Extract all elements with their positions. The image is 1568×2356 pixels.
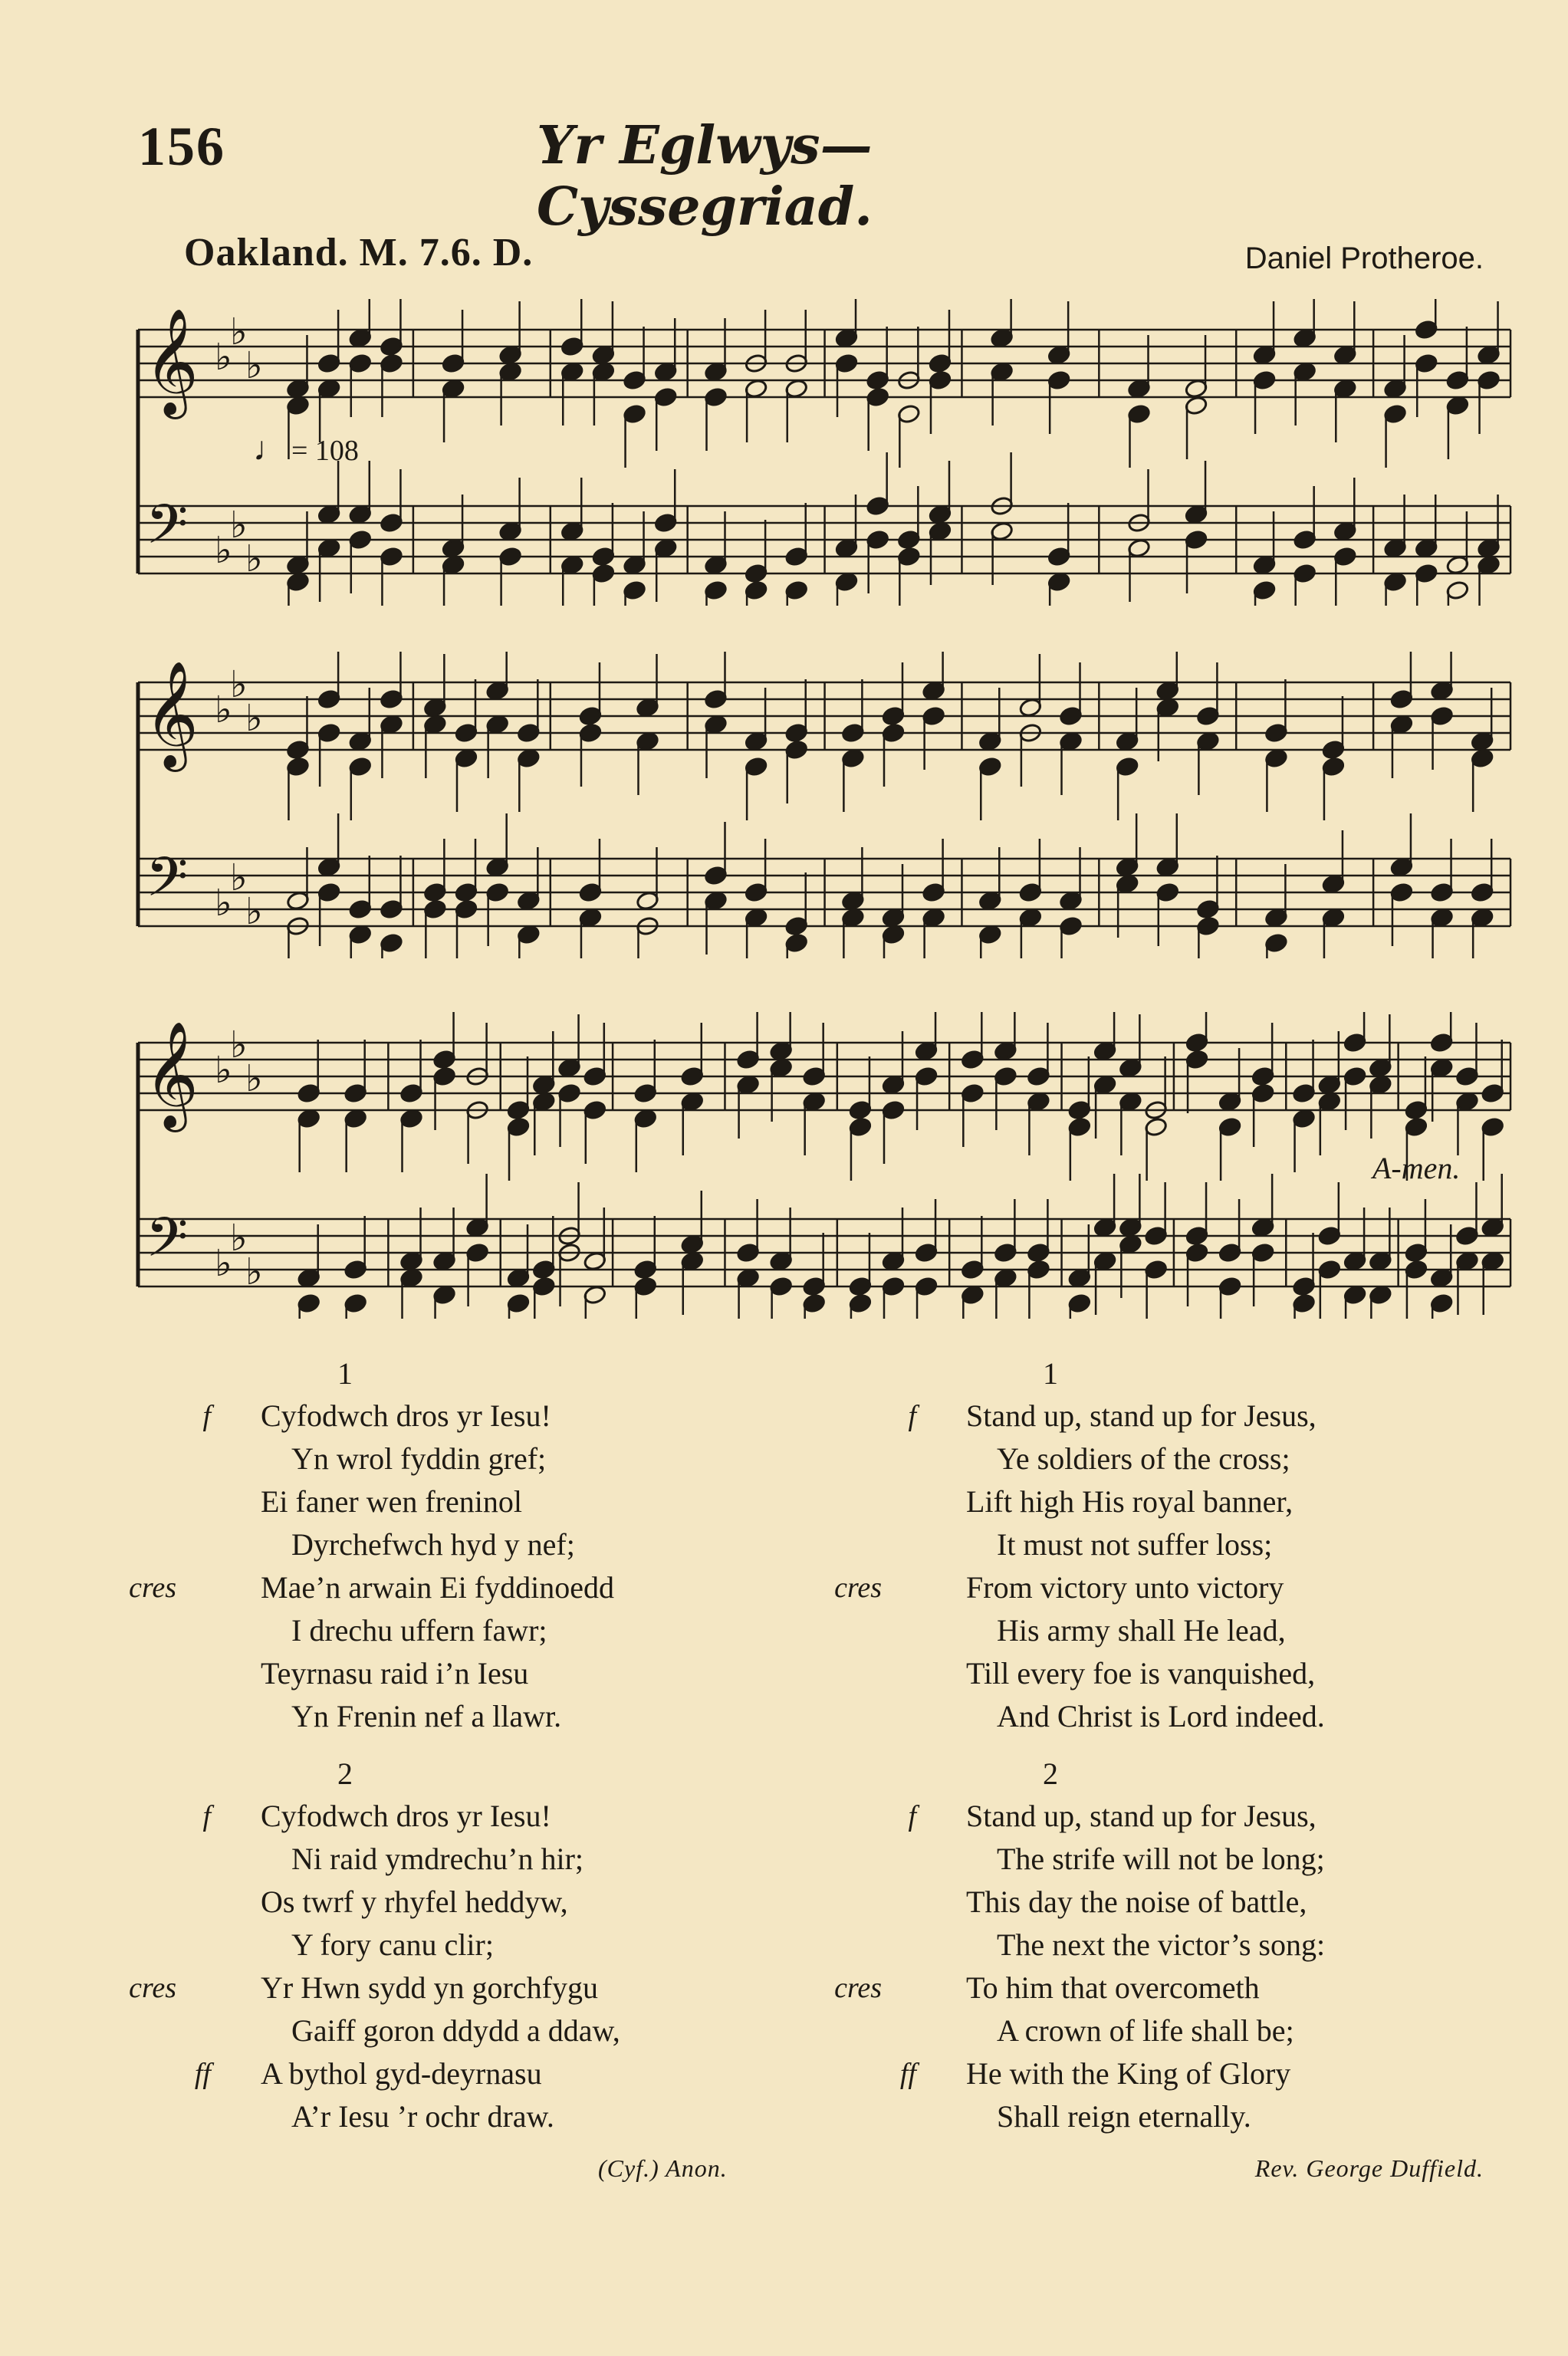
lyric-text: Os twrf y rhyfel heddyw, — [261, 1884, 568, 1919]
lyric-text: Yn wrol fyddin gref; — [291, 1441, 547, 1476]
verse-line — [889, 1924, 1472, 1967]
verse-number: 1 — [1043, 1356, 1058, 1391]
verse-line — [184, 1395, 767, 1438]
verse-line — [889, 1395, 1472, 1438]
verse-line — [184, 1652, 767, 1695]
verse-line — [184, 2095, 767, 2138]
verse-line — [184, 1795, 767, 1838]
verse-line — [889, 1523, 1472, 1566]
verse-line — [834, 1967, 1472, 2009]
dynamic-marking: f — [908, 1800, 916, 1832]
lyric-text: I drechu uffern fawr; — [291, 1613, 547, 1648]
bass-clef-icon: 𝄢 — [146, 846, 189, 922]
lyric-text: Ei faner wen freninol — [261, 1484, 522, 1519]
lyric-text: It must not suffer loss; — [997, 1527, 1273, 1562]
verse-line — [889, 1695, 1472, 1738]
lyric-text: A bythol gyd-deyrnasu — [261, 2056, 542, 2091]
lyric-text: The strife will not be long; — [997, 1842, 1325, 1876]
lyric-text: Ni raid ymdrechu’n hir; — [291, 1842, 583, 1876]
lyric-text: Yr Hwn sydd yn gorchfygu — [261, 1970, 598, 2005]
dynamic-marking: cres — [834, 1972, 882, 2004]
music-system-3 — [130, 1012, 1526, 1319]
staff-system — [130, 652, 1526, 958]
verse — [834, 1353, 1472, 1738]
verse-line — [889, 1609, 1472, 1652]
dynamic-marking: cres — [129, 1572, 176, 1604]
dynamic-marking: f — [202, 1800, 211, 1832]
dynamic-marking: ff — [899, 2058, 916, 2090]
dynamic-marking: cres — [129, 1972, 176, 2004]
verse-line — [889, 1652, 1472, 1695]
bass-clef-icon: 𝄢 — [146, 1206, 189, 1283]
verse-line — [184, 1881, 767, 1924]
verse-line — [184, 1438, 767, 1480]
dynamic-marking: f — [202, 1400, 211, 1432]
flat-icon: ♭ — [230, 858, 248, 899]
verse — [834, 1753, 1472, 2138]
page-number: 156 — [138, 116, 225, 177]
verse-number: 2 — [337, 1756, 353, 1791]
dynamic-marking: ff — [194, 2058, 211, 2090]
lyric-text: The next the victor’s song: — [997, 1927, 1326, 1962]
lyric-text: Mae’n arwain Ei fyddinoedd — [261, 1570, 614, 1605]
lyric-text: A’r Iesu ’r ochr draw. — [291, 2099, 554, 2134]
verse-number: 2 — [1043, 1756, 1058, 1791]
lyric-text: Cyfodwch dros yr Iesu! — [261, 1799, 551, 1833]
treble-clef-icon: 𝄞 — [144, 308, 199, 415]
flat-icon: ♭ — [230, 1025, 248, 1066]
flat-icon: ♭ — [245, 1059, 263, 1099]
verse-line — [889, 2095, 1472, 2138]
lyric-text: Yn Frenin nef a llawr. — [291, 1699, 562, 1733]
quarter-note-icon: ♩ — [253, 430, 287, 468]
flat-icon: ♭ — [245, 346, 263, 386]
verse-number: 1 — [337, 1356, 353, 1391]
verse-line — [184, 1924, 767, 1967]
flat-icon: ♭ — [215, 1244, 232, 1284]
verse-line — [889, 2052, 1472, 2095]
verse-line — [184, 1695, 767, 1738]
verse-line — [889, 1438, 1472, 1480]
verse-line — [184, 2052, 767, 2095]
verse-line — [184, 1523, 767, 1566]
verse-line — [129, 1967, 767, 2009]
composer-credit: Daniel Protheroe. — [1244, 242, 1484, 275]
treble-clef-icon: 𝄞 — [144, 661, 199, 767]
tune-title: Oakland. M. 7.6. D. — [184, 231, 534, 274]
flat-icon: ♭ — [230, 665, 248, 705]
lyric-text: He with the King of Glory — [966, 2056, 1291, 2091]
flat-icon: ♭ — [230, 505, 248, 546]
tempo-value: = 108 — [291, 435, 359, 467]
flat-icon: ♭ — [245, 1252, 263, 1293]
flat-icon: ♭ — [245, 892, 263, 932]
verse-line — [889, 1838, 1472, 1881]
lyric-text: And Christ is Lord indeed. — [997, 1699, 1325, 1733]
welsh-attribution: (Cyf.) Anon. — [598, 2154, 728, 2182]
english-attribution: Rev. George Duffield. — [1254, 2154, 1484, 2182]
lyric-text: To him that overcometh — [966, 1970, 1260, 2005]
verse-line — [834, 1566, 1472, 1609]
flat-icon: ♭ — [230, 1218, 248, 1259]
verse-line — [184, 1838, 767, 1881]
flat-icon: ♭ — [215, 883, 232, 924]
verse-line — [889, 1881, 1472, 1924]
dynamic-marking: cres — [834, 1572, 882, 1604]
lyric-text: Ye soldiers of the cross; — [997, 1441, 1290, 1476]
bass-clef-icon: 𝄢 — [146, 493, 189, 570]
lyric-text: From victory unto victory — [966, 1570, 1284, 1605]
lyric-text: Teyrnasu raid i’n Iesu — [261, 1656, 529, 1691]
music-system-2 — [130, 652, 1526, 958]
verse-line — [184, 1480, 767, 1523]
flat-icon: ♭ — [215, 337, 232, 378]
music-system-1 — [130, 299, 1526, 606]
verse-line — [889, 2009, 1472, 2052]
verse — [129, 1753, 767, 2138]
flat-icon: ♭ — [215, 1050, 232, 1091]
verse-line — [129, 1566, 767, 1609]
treble-clef-icon: 𝄞 — [144, 1021, 199, 1128]
lyric-text: Y fory canu clir; — [291, 1927, 494, 1962]
lyric-text: Gaiff goron ddydd a ddaw, — [291, 2013, 620, 2048]
lyric-text: His army shall He lead, — [997, 1613, 1286, 1648]
welsh-lyrics — [129, 1353, 767, 2154]
running-head: Yr Eglwys—Cyssegriad. — [537, 115, 873, 238]
lyric-text: Stand up, stand up for Jesus, — [966, 1799, 1317, 1833]
lyric-text: This day the noise of battle, — [966, 1884, 1307, 1919]
flat-icon: ♭ — [230, 312, 248, 353]
verse — [129, 1353, 767, 1738]
flat-icon: ♭ — [215, 531, 232, 571]
lyric-text: Shall reign eternally. — [997, 2099, 1251, 2134]
lyric-text: Dyrchefwch hyd y nef; — [291, 1527, 575, 1562]
flat-icon: ♭ — [245, 539, 263, 580]
verse-line — [184, 1609, 767, 1652]
staff-system — [130, 299, 1526, 606]
verse-line — [184, 2009, 767, 2052]
dynamic-marking: f — [908, 1400, 916, 1432]
verse-line — [889, 1480, 1472, 1523]
lyric-text: A crown of life shall be; — [997, 2013, 1294, 2048]
lyric-text: Cyfodwch dros yr Iesu! — [261, 1398, 551, 1433]
lyric-text: Lift high His royal banner, — [966, 1484, 1294, 1519]
english-lyrics — [834, 1353, 1472, 2154]
verse-line — [889, 1795, 1472, 1838]
flat-icon: ♭ — [245, 698, 263, 739]
amen-label: A-men. — [1372, 1151, 1461, 1185]
staff-system — [130, 1012, 1526, 1319]
lyric-text: Till every foe is vanquished, — [966, 1656, 1316, 1691]
lyric-text: Stand up, stand up for Jesus, — [966, 1398, 1317, 1433]
flat-icon: ♭ — [215, 690, 232, 731]
